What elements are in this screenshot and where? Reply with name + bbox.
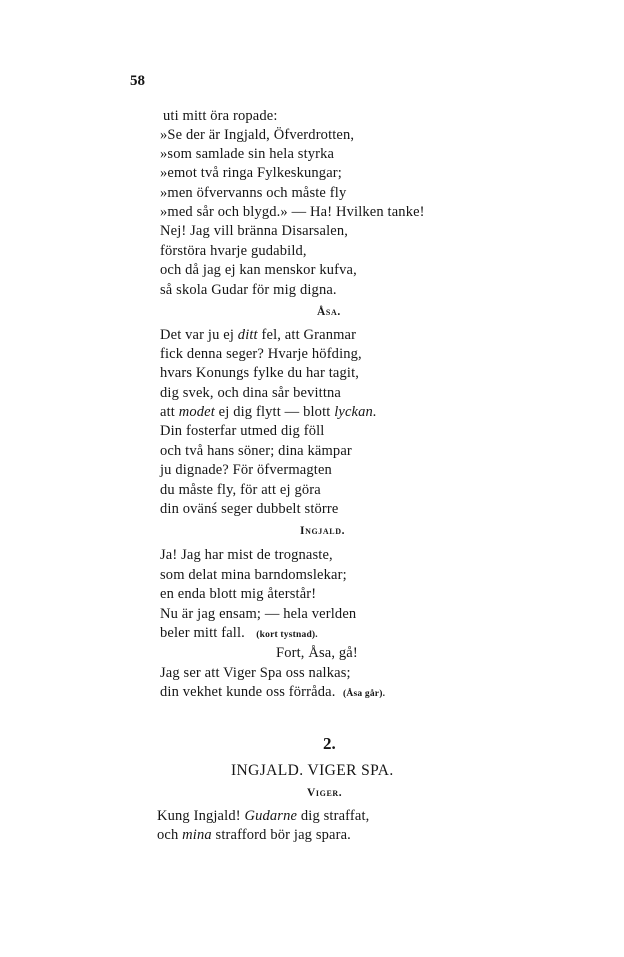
- stage-direction: (Åsa går).: [343, 689, 386, 699]
- verse-line: hvars Konungs fylke du har tagit,: [160, 365, 360, 381]
- verse-line: din ovänś seger dubbelt större: [160, 501, 339, 517]
- verse-line: som delat mina barndomslekar;: [160, 567, 347, 583]
- verse-line: Jag ser att Viger Spa oss nalkas;: [160, 665, 351, 681]
- scene-number: 2.: [323, 734, 336, 753]
- verse-line: Fort, Åsa, gå!: [276, 645, 358, 661]
- verse-line: en enda blott mig återstår!: [160, 586, 317, 602]
- stage-direction: (kort tystnad).: [256, 630, 318, 640]
- emphasis: mina: [182, 827, 212, 843]
- verse-line: Det var ju ej ditt fel, att Granmar: [160, 327, 357, 343]
- verse-line: Ja! Jag har mist de trognaste,: [160, 547, 333, 563]
- verse-line: »men öfvervanns och måste fly: [160, 185, 347, 201]
- verse-line: dig svek, och dina sår bevittna: [160, 385, 342, 401]
- speaker-viger: Viger.: [307, 787, 343, 799]
- verse-line: förstöra hvarje gudabild,: [160, 243, 307, 259]
- verse-line: Din fosterfar utmed dig föll: [160, 423, 325, 439]
- speaker-asa: Åsa.: [317, 306, 341, 318]
- verse-line: Nu är jag ensam; — hela verlden: [160, 606, 357, 622]
- verse-line: Nej! Jag vill bränna Disarsalen,: [160, 223, 349, 239]
- emphasis: lyckan.: [334, 404, 377, 420]
- verse-line: att modet ej dig flytt — blott lyckan.: [160, 404, 377, 420]
- verse-line: ju dignade? För öfvermagten: [160, 462, 332, 478]
- verse-line: fick denna seger? Hvarje höfding,: [160, 346, 362, 362]
- verse-line: »emot två ringa Fylkeskungar;: [160, 165, 342, 181]
- emphasis: Gudarne: [244, 808, 298, 824]
- emphasis: modet: [178, 404, 215, 420]
- verse-line: beler mitt fall. (kort tystnad).: [160, 625, 318, 641]
- verse-line: och två hans söner; dina kämpar: [160, 443, 352, 459]
- verse-line: så skola Gudar för mig digna.: [160, 282, 337, 298]
- verse-line: uti mitt öra ropade:: [163, 108, 278, 124]
- verse-line: »med sår och blygd.» — Ha! Hvilken tanke!: [160, 204, 425, 220]
- verse-line: du måste fly, för att ej göra: [160, 482, 321, 498]
- verse-line: och mina strafford bör jag spara.: [157, 827, 351, 843]
- verse-line: din vekhet kunde oss förråda. (Åsa går).: [160, 684, 386, 700]
- speaker-ingjald: Ingjald.: [300, 525, 346, 537]
- verse-line: och då jag ej kan menskor kufva,: [160, 262, 357, 278]
- scene-title: INGJALD. VIGER SPA.: [231, 762, 394, 779]
- verse-line: »som samlade sin hela styrka: [160, 146, 335, 162]
- emphasis: ditt: [237, 327, 258, 343]
- verse-line: Kung Ingjald! Gudarne dig straffat,: [157, 808, 370, 824]
- verse-line: »Se der är Ingjald, Öfverdrotten,: [160, 127, 355, 143]
- page-number: 58: [130, 73, 145, 89]
